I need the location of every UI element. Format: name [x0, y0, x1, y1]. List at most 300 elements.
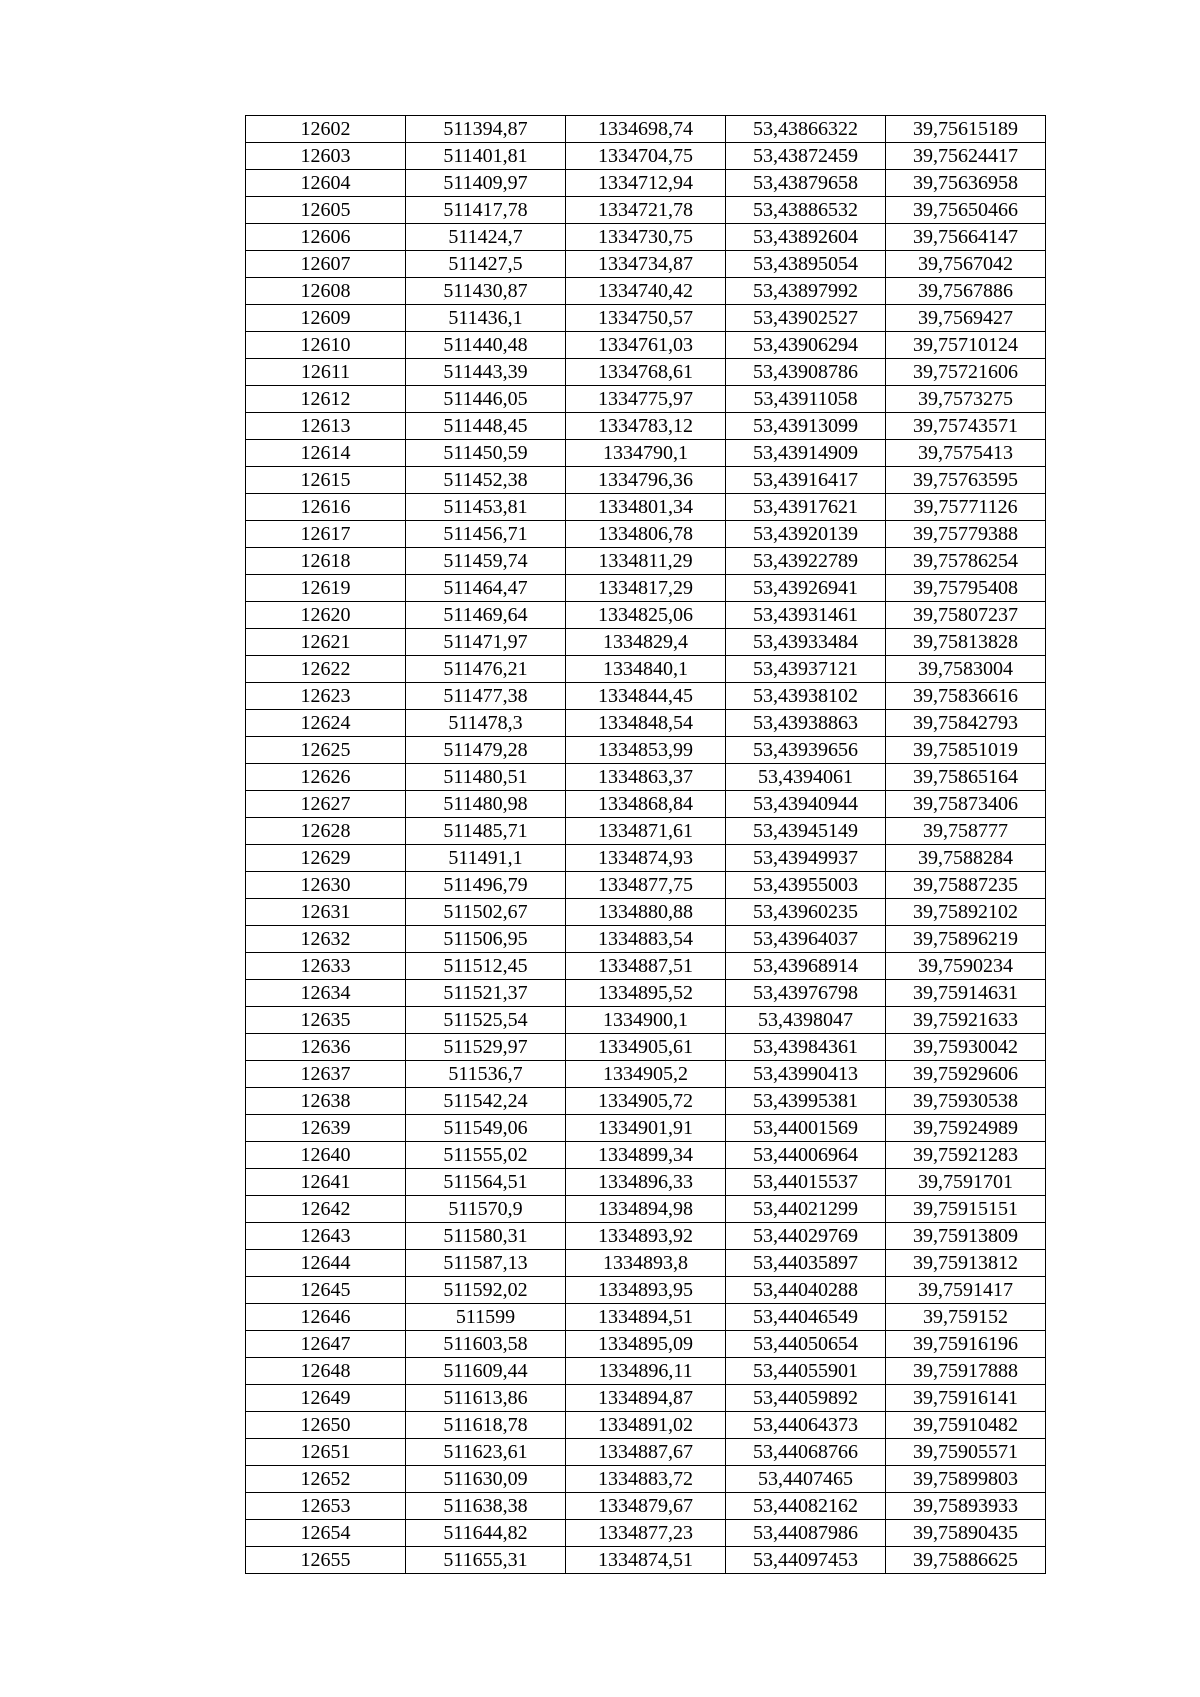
longitude-cell: 39,75873406 — [886, 791, 1046, 818]
x-coordinate-cell: 511502,67 — [406, 899, 566, 926]
x-coordinate-cell: 511424,7 — [406, 224, 566, 251]
x-coordinate-cell: 511477,38 — [406, 683, 566, 710]
longitude-cell: 39,75917888 — [886, 1358, 1046, 1385]
y-coordinate-cell: 1334817,29 — [566, 575, 726, 602]
latitude-cell: 53,43926941 — [726, 575, 886, 602]
y-coordinate-cell: 1334811,29 — [566, 548, 726, 575]
x-coordinate-cell: 511603,58 — [406, 1331, 566, 1358]
table-row — [246, 359, 1046, 386]
latitude-cell: 53,43949937 — [726, 845, 886, 872]
table-row — [246, 791, 1046, 818]
y-coordinate-cell: 1334883,72 — [566, 1466, 726, 1493]
point-number-cell: 12617 — [246, 521, 406, 548]
point-number-cell: 12649 — [246, 1385, 406, 1412]
table-row — [246, 737, 1046, 764]
x-coordinate-cell: 511452,38 — [406, 467, 566, 494]
table-row — [246, 1007, 1046, 1034]
point-number-cell: 12610 — [246, 332, 406, 359]
table-row — [246, 1061, 1046, 1088]
y-coordinate-cell: 1334905,61 — [566, 1034, 726, 1061]
table-row — [246, 494, 1046, 521]
y-coordinate-cell: 1334899,34 — [566, 1142, 726, 1169]
latitude-cell: 53,43897992 — [726, 278, 886, 305]
x-coordinate-cell: 511644,82 — [406, 1520, 566, 1547]
longitude-cell: 39,75615189 — [886, 116, 1046, 143]
point-number-cell: 12650 — [246, 1412, 406, 1439]
table-row — [246, 1250, 1046, 1277]
longitude-cell: 39,75795408 — [886, 575, 1046, 602]
x-coordinate-cell: 511655,31 — [406, 1547, 566, 1574]
latitude-cell: 53,43976798 — [726, 980, 886, 1007]
table-row — [246, 440, 1046, 467]
table-row — [246, 548, 1046, 575]
point-number-cell: 12628 — [246, 818, 406, 845]
latitude-cell: 53,44050654 — [726, 1331, 886, 1358]
y-coordinate-cell: 1334761,03 — [566, 332, 726, 359]
latitude-cell: 53,43920139 — [726, 521, 886, 548]
y-coordinate-cell: 1334901,91 — [566, 1115, 726, 1142]
x-coordinate-cell: 511417,78 — [406, 197, 566, 224]
x-coordinate-cell: 511564,51 — [406, 1169, 566, 1196]
table-row — [246, 899, 1046, 926]
point-number-cell: 12632 — [246, 926, 406, 953]
latitude-cell: 53,43922789 — [726, 548, 886, 575]
point-number-cell: 12636 — [246, 1034, 406, 1061]
longitude-cell: 39,75710124 — [886, 332, 1046, 359]
latitude-cell: 53,43886532 — [726, 197, 886, 224]
point-number-cell: 12618 — [246, 548, 406, 575]
table-row — [246, 1385, 1046, 1412]
longitude-cell: 39,75886625 — [886, 1547, 1046, 1574]
longitude-cell: 39,75624417 — [886, 143, 1046, 170]
table-row — [246, 1520, 1046, 1547]
y-coordinate-cell: 1334877,23 — [566, 1520, 726, 1547]
table-row — [246, 872, 1046, 899]
latitude-cell: 53,44059892 — [726, 1385, 886, 1412]
coordinate-table-body — [246, 116, 1046, 1574]
latitude-cell: 53,43938863 — [726, 710, 886, 737]
point-number-cell: 12625 — [246, 737, 406, 764]
latitude-cell: 53,43892604 — [726, 224, 886, 251]
table-row — [246, 1088, 1046, 1115]
point-number-cell: 12640 — [246, 1142, 406, 1169]
x-coordinate-cell: 511471,97 — [406, 629, 566, 656]
latitude-cell: 53,43872459 — [726, 143, 886, 170]
longitude-cell: 39,75915151 — [886, 1196, 1046, 1223]
longitude-cell: 39,7583004 — [886, 656, 1046, 683]
x-coordinate-cell: 511630,09 — [406, 1466, 566, 1493]
longitude-cell: 39,75842793 — [886, 710, 1046, 737]
latitude-cell: 53,43895054 — [726, 251, 886, 278]
longitude-cell: 39,75887235 — [886, 872, 1046, 899]
y-coordinate-cell: 1334874,93 — [566, 845, 726, 872]
table-row — [246, 656, 1046, 683]
longitude-cell: 39,75786254 — [886, 548, 1046, 575]
latitude-cell: 53,43938102 — [726, 683, 886, 710]
y-coordinate-cell: 1334750,57 — [566, 305, 726, 332]
x-coordinate-cell: 511485,71 — [406, 818, 566, 845]
point-number-cell: 12637 — [246, 1061, 406, 1088]
longitude-cell: 39,7588284 — [886, 845, 1046, 872]
latitude-cell: 53,43902527 — [726, 305, 886, 332]
table-row — [246, 251, 1046, 278]
y-coordinate-cell: 1334734,87 — [566, 251, 726, 278]
table-row — [246, 197, 1046, 224]
latitude-cell: 53,44021299 — [726, 1196, 886, 1223]
point-number-cell: 12620 — [246, 602, 406, 629]
longitude-cell: 39,758777 — [886, 818, 1046, 845]
x-coordinate-cell: 511401,81 — [406, 143, 566, 170]
table-row — [246, 413, 1046, 440]
y-coordinate-cell: 1334887,51 — [566, 953, 726, 980]
y-coordinate-cell: 1334896,33 — [566, 1169, 726, 1196]
table-row — [246, 1547, 1046, 1574]
latitude-cell: 53,44035897 — [726, 1250, 886, 1277]
table-row — [246, 332, 1046, 359]
longitude-cell: 39,75930538 — [886, 1088, 1046, 1115]
y-coordinate-cell: 1334783,12 — [566, 413, 726, 440]
point-number-cell: 12608 — [246, 278, 406, 305]
longitude-cell: 39,75890435 — [886, 1520, 1046, 1547]
point-number-cell: 12630 — [246, 872, 406, 899]
latitude-cell: 53,44029769 — [726, 1223, 886, 1250]
latitude-cell: 53,44055901 — [726, 1358, 886, 1385]
longitude-cell: 39,75921283 — [886, 1142, 1046, 1169]
point-number-cell: 12623 — [246, 683, 406, 710]
y-coordinate-cell: 1334801,34 — [566, 494, 726, 521]
latitude-cell: 53,4394061 — [726, 764, 886, 791]
table-row — [246, 1304, 1046, 1331]
y-coordinate-cell: 1334895,09 — [566, 1331, 726, 1358]
point-number-cell: 12603 — [246, 143, 406, 170]
x-coordinate-cell: 511480,51 — [406, 764, 566, 791]
point-number-cell: 12609 — [246, 305, 406, 332]
point-number-cell: 12655 — [246, 1547, 406, 1574]
latitude-cell: 53,43933484 — [726, 629, 886, 656]
point-number-cell: 12627 — [246, 791, 406, 818]
latitude-cell: 53,43913099 — [726, 413, 886, 440]
x-coordinate-cell: 511456,71 — [406, 521, 566, 548]
y-coordinate-cell: 1334848,54 — [566, 710, 726, 737]
table-row — [246, 386, 1046, 413]
latitude-cell: 53,44064373 — [726, 1412, 886, 1439]
latitude-cell: 53,43914909 — [726, 440, 886, 467]
longitude-cell: 39,75763595 — [886, 467, 1046, 494]
latitude-cell: 53,44082162 — [726, 1493, 886, 1520]
x-coordinate-cell: 511394,87 — [406, 116, 566, 143]
x-coordinate-cell: 511570,9 — [406, 1196, 566, 1223]
point-number-cell: 12638 — [246, 1088, 406, 1115]
x-coordinate-cell: 511448,45 — [406, 413, 566, 440]
x-coordinate-cell: 511525,54 — [406, 1007, 566, 1034]
y-coordinate-cell: 1334874,51 — [566, 1547, 726, 1574]
latitude-cell: 53,44068766 — [726, 1439, 886, 1466]
longitude-cell: 39,75929606 — [886, 1061, 1046, 1088]
latitude-cell: 53,43955003 — [726, 872, 886, 899]
longitude-cell: 39,7575413 — [886, 440, 1046, 467]
x-coordinate-cell: 511580,31 — [406, 1223, 566, 1250]
point-number-cell: 12607 — [246, 251, 406, 278]
longitude-cell: 39,7569427 — [886, 305, 1046, 332]
table-row — [246, 764, 1046, 791]
y-coordinate-cell: 1334893,8 — [566, 1250, 726, 1277]
point-number-cell: 12633 — [246, 953, 406, 980]
x-coordinate-cell: 511638,38 — [406, 1493, 566, 1520]
point-number-cell: 12654 — [246, 1520, 406, 1547]
table-row — [246, 1493, 1046, 1520]
latitude-cell: 53,44006964 — [726, 1142, 886, 1169]
y-coordinate-cell: 1334887,67 — [566, 1439, 726, 1466]
longitude-cell: 39,75743571 — [886, 413, 1046, 440]
table-row — [246, 953, 1046, 980]
x-coordinate-cell: 511549,06 — [406, 1115, 566, 1142]
point-number-cell: 12635 — [246, 1007, 406, 1034]
point-number-cell: 12615 — [246, 467, 406, 494]
point-number-cell: 12641 — [246, 1169, 406, 1196]
x-coordinate-cell: 511478,3 — [406, 710, 566, 737]
table-row — [246, 1034, 1046, 1061]
table-row — [246, 278, 1046, 305]
longitude-cell: 39,75807237 — [886, 602, 1046, 629]
y-coordinate-cell: 1334883,54 — [566, 926, 726, 953]
y-coordinate-cell: 1334891,02 — [566, 1412, 726, 1439]
latitude-cell: 53,43906294 — [726, 332, 886, 359]
x-coordinate-cell: 511587,13 — [406, 1250, 566, 1277]
y-coordinate-cell: 1334840,1 — [566, 656, 726, 683]
table-row — [246, 926, 1046, 953]
coordinate-table — [245, 115, 1046, 1574]
latitude-cell: 53,43916417 — [726, 467, 886, 494]
x-coordinate-cell: 511512,45 — [406, 953, 566, 980]
table-row — [246, 845, 1046, 872]
y-coordinate-cell: 1334905,72 — [566, 1088, 726, 1115]
table-row — [246, 710, 1046, 737]
point-number-cell: 12612 — [246, 386, 406, 413]
table-row — [246, 818, 1046, 845]
table-row — [246, 1169, 1046, 1196]
x-coordinate-cell: 511599 — [406, 1304, 566, 1331]
latitude-cell: 53,43968914 — [726, 953, 886, 980]
longitude-cell: 39,75650466 — [886, 197, 1046, 224]
point-number-cell: 12613 — [246, 413, 406, 440]
table-row — [246, 602, 1046, 629]
y-coordinate-cell: 1334721,78 — [566, 197, 726, 224]
table-row — [246, 1412, 1046, 1439]
y-coordinate-cell: 1334825,06 — [566, 602, 726, 629]
point-number-cell: 12605 — [246, 197, 406, 224]
table-row — [246, 467, 1046, 494]
y-coordinate-cell: 1334768,61 — [566, 359, 726, 386]
longitude-cell: 39,759152 — [886, 1304, 1046, 1331]
x-coordinate-cell: 511427,5 — [406, 251, 566, 278]
longitude-cell: 39,75916141 — [886, 1385, 1046, 1412]
latitude-cell: 53,43908786 — [726, 359, 886, 386]
point-number-cell: 12639 — [246, 1115, 406, 1142]
y-coordinate-cell: 1334894,98 — [566, 1196, 726, 1223]
point-number-cell: 12645 — [246, 1277, 406, 1304]
longitude-cell: 39,75910482 — [886, 1412, 1046, 1439]
table-row — [246, 170, 1046, 197]
table-row — [246, 521, 1046, 548]
longitude-cell: 39,75916196 — [886, 1331, 1046, 1358]
longitude-cell: 39,75921633 — [886, 1007, 1046, 1034]
y-coordinate-cell: 1334740,42 — [566, 278, 726, 305]
x-coordinate-cell: 511480,98 — [406, 791, 566, 818]
table-row — [246, 629, 1046, 656]
latitude-cell: 53,43990413 — [726, 1061, 886, 1088]
latitude-cell: 53,43995381 — [726, 1088, 886, 1115]
latitude-cell: 53,43940944 — [726, 791, 886, 818]
x-coordinate-cell: 511436,1 — [406, 305, 566, 332]
y-coordinate-cell: 1334863,37 — [566, 764, 726, 791]
longitude-cell: 39,7567886 — [886, 278, 1046, 305]
y-coordinate-cell: 1334844,45 — [566, 683, 726, 710]
x-coordinate-cell: 511443,39 — [406, 359, 566, 386]
x-coordinate-cell: 511496,79 — [406, 872, 566, 899]
table-row — [246, 1439, 1046, 1466]
x-coordinate-cell: 511592,02 — [406, 1277, 566, 1304]
point-number-cell: 12642 — [246, 1196, 406, 1223]
table-row — [246, 683, 1046, 710]
longitude-cell: 39,75913812 — [886, 1250, 1046, 1277]
longitude-cell: 39,75930042 — [886, 1034, 1046, 1061]
x-coordinate-cell: 511555,02 — [406, 1142, 566, 1169]
x-coordinate-cell: 511521,37 — [406, 980, 566, 1007]
point-number-cell: 12611 — [246, 359, 406, 386]
latitude-cell: 53,43945149 — [726, 818, 886, 845]
latitude-cell: 53,44040288 — [726, 1277, 886, 1304]
x-coordinate-cell: 511613,86 — [406, 1385, 566, 1412]
point-number-cell: 12634 — [246, 980, 406, 1007]
point-number-cell: 12621 — [246, 629, 406, 656]
point-number-cell: 12651 — [246, 1439, 406, 1466]
point-number-cell: 12626 — [246, 764, 406, 791]
longitude-cell: 39,75664147 — [886, 224, 1046, 251]
x-coordinate-cell: 511464,47 — [406, 575, 566, 602]
longitude-cell: 39,75896219 — [886, 926, 1046, 953]
y-coordinate-cell: 1334894,87 — [566, 1385, 726, 1412]
longitude-cell: 39,75771126 — [886, 494, 1046, 521]
y-coordinate-cell: 1334796,36 — [566, 467, 726, 494]
y-coordinate-cell: 1334704,75 — [566, 143, 726, 170]
latitude-cell: 53,43866322 — [726, 116, 886, 143]
point-number-cell: 12614 — [246, 440, 406, 467]
longitude-cell: 39,7591417 — [886, 1277, 1046, 1304]
point-number-cell: 12622 — [246, 656, 406, 683]
point-number-cell: 12652 — [246, 1466, 406, 1493]
y-coordinate-cell: 1334806,78 — [566, 521, 726, 548]
longitude-cell: 39,75721606 — [886, 359, 1046, 386]
x-coordinate-cell: 511529,97 — [406, 1034, 566, 1061]
longitude-cell: 39,75913809 — [886, 1223, 1046, 1250]
y-coordinate-cell: 1334712,94 — [566, 170, 726, 197]
table-row — [246, 1466, 1046, 1493]
x-coordinate-cell: 511430,87 — [406, 278, 566, 305]
y-coordinate-cell: 1334894,51 — [566, 1304, 726, 1331]
longitude-cell: 39,75924989 — [886, 1115, 1046, 1142]
point-number-cell: 12644 — [246, 1250, 406, 1277]
longitude-cell: 39,7567042 — [886, 251, 1046, 278]
latitude-cell: 53,43984361 — [726, 1034, 886, 1061]
longitude-cell: 39,75813828 — [886, 629, 1046, 656]
x-coordinate-cell: 511476,21 — [406, 656, 566, 683]
latitude-cell: 53,43879658 — [726, 170, 886, 197]
point-number-cell: 12643 — [246, 1223, 406, 1250]
latitude-cell: 53,43960235 — [726, 899, 886, 926]
y-coordinate-cell: 1334868,84 — [566, 791, 726, 818]
longitude-cell: 39,75899803 — [886, 1466, 1046, 1493]
table-row — [246, 143, 1046, 170]
table-row — [246, 980, 1046, 1007]
latitude-cell: 53,44046549 — [726, 1304, 886, 1331]
longitude-cell: 39,75851019 — [886, 737, 1046, 764]
point-number-cell: 12653 — [246, 1493, 406, 1520]
latitude-cell: 53,43931461 — [726, 602, 886, 629]
y-coordinate-cell: 1334829,4 — [566, 629, 726, 656]
y-coordinate-cell: 1334775,97 — [566, 386, 726, 413]
latitude-cell: 53,4407465 — [726, 1466, 886, 1493]
x-coordinate-cell: 511491,1 — [406, 845, 566, 872]
table-row — [246, 1115, 1046, 1142]
x-coordinate-cell: 511479,28 — [406, 737, 566, 764]
x-coordinate-cell: 511453,81 — [406, 494, 566, 521]
y-coordinate-cell: 1334879,67 — [566, 1493, 726, 1520]
x-coordinate-cell: 511446,05 — [406, 386, 566, 413]
longitude-cell: 39,75636958 — [886, 170, 1046, 197]
x-coordinate-cell: 511450,59 — [406, 440, 566, 467]
x-coordinate-cell: 511609,44 — [406, 1358, 566, 1385]
y-coordinate-cell: 1334893,95 — [566, 1277, 726, 1304]
table-row — [246, 1331, 1046, 1358]
point-number-cell: 12648 — [246, 1358, 406, 1385]
longitude-cell: 39,75914631 — [886, 980, 1046, 1007]
point-number-cell: 12631 — [246, 899, 406, 926]
point-number-cell: 12604 — [246, 170, 406, 197]
table-row — [246, 305, 1046, 332]
x-coordinate-cell: 511409,97 — [406, 170, 566, 197]
table-row — [246, 1358, 1046, 1385]
y-coordinate-cell: 1334730,75 — [566, 224, 726, 251]
x-coordinate-cell: 511618,78 — [406, 1412, 566, 1439]
y-coordinate-cell: 1334871,61 — [566, 818, 726, 845]
x-coordinate-cell: 511459,74 — [406, 548, 566, 575]
longitude-cell: 39,7590234 — [886, 953, 1046, 980]
y-coordinate-cell: 1334880,88 — [566, 899, 726, 926]
x-coordinate-cell: 511469,64 — [406, 602, 566, 629]
longitude-cell: 39,75836616 — [886, 683, 1046, 710]
y-coordinate-cell: 1334900,1 — [566, 1007, 726, 1034]
longitude-cell: 39,75865164 — [886, 764, 1046, 791]
point-number-cell: 12616 — [246, 494, 406, 521]
latitude-cell: 53,44097453 — [726, 1547, 886, 1574]
table-row — [246, 1142, 1046, 1169]
latitude-cell: 53,44087986 — [726, 1520, 886, 1547]
y-coordinate-cell: 1334853,99 — [566, 737, 726, 764]
point-number-cell: 12606 — [246, 224, 406, 251]
longitude-cell: 39,75779388 — [886, 521, 1046, 548]
latitude-cell: 53,43911058 — [726, 386, 886, 413]
longitude-cell: 39,75905571 — [886, 1439, 1046, 1466]
table-row — [246, 1196, 1046, 1223]
longitude-cell: 39,75892102 — [886, 899, 1046, 926]
latitude-cell: 53,43939656 — [726, 737, 886, 764]
point-number-cell: 12602 — [246, 116, 406, 143]
table-row — [246, 575, 1046, 602]
latitude-cell: 53,44001569 — [726, 1115, 886, 1142]
point-number-cell: 12624 — [246, 710, 406, 737]
latitude-cell: 53,43917621 — [726, 494, 886, 521]
table-row — [246, 224, 1046, 251]
